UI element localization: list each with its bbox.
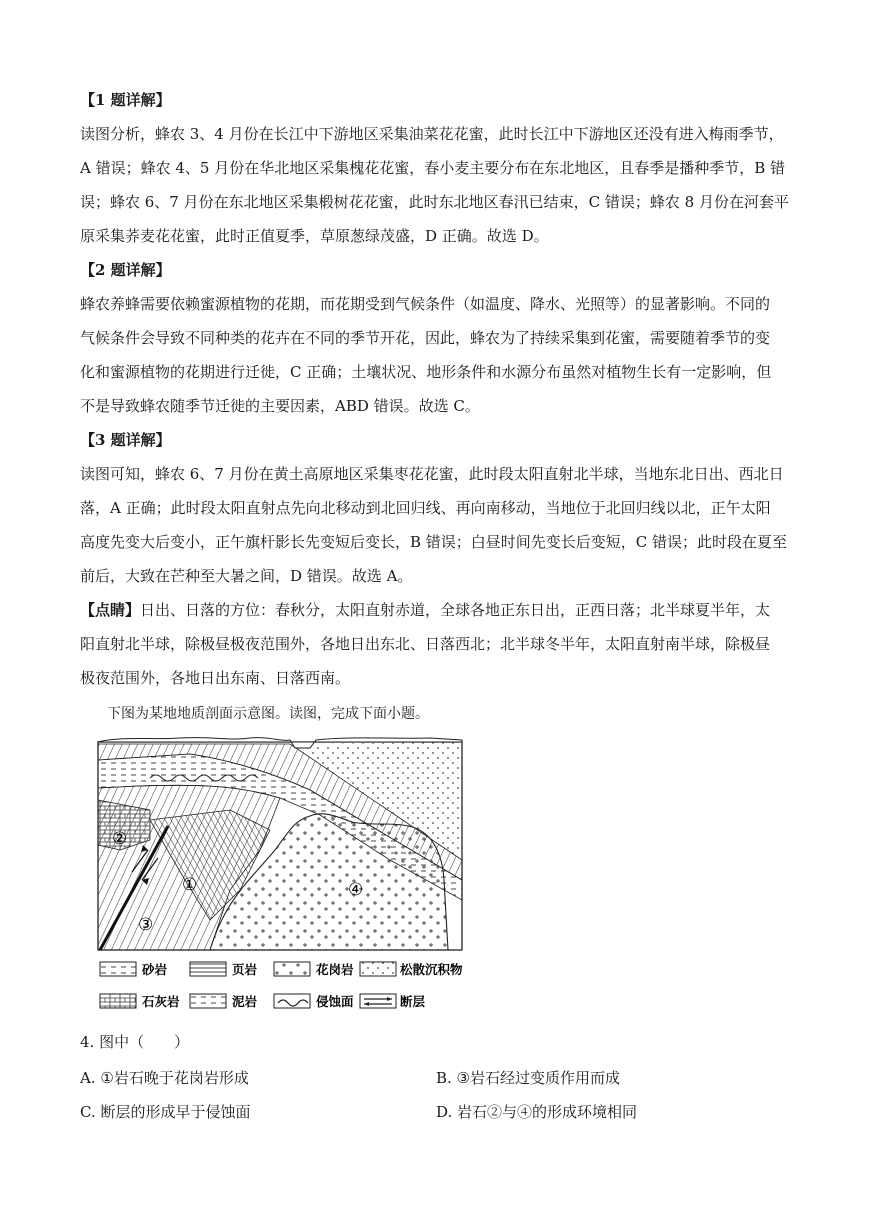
- geological-section-figure: [90, 730, 480, 1020]
- option-d[interactable]: D. 岩石②与④的形成环境相同: [436, 1103, 638, 1121]
- paragraph-line: 化和蜜源植物的花期进行迁徙，C 正确；土壤状况、地形条件和水源分布虽然对植物生长有一定影响，但: [80, 363, 772, 381]
- paragraph-line: 前后，大致在芒种至大暑之间，D 错误。故选 A。: [80, 567, 413, 585]
- note-text: 日出、日落的方位：春秋分，太阳直射赤道，全球各地正东日出，正西日落；北半球夏半年，太: [140, 601, 771, 619]
- paragraph-line: 高度先变大后变小，正午旗杆影长先变短后变长，B 错误；白昼时间先变长后变短，C 错误；此时段在夏至: [80, 533, 788, 551]
- figure-caption: 下图为某地地质剖面示意图。读图，完成下面小题。: [107, 706, 429, 722]
- marker-4: ④: [348, 880, 364, 900]
- svg-text:花岗岩: 花岗岩: [316, 962, 354, 977]
- legend-item-sandstone: [100, 962, 168, 977]
- svg-text:页岩: 页岩: [232, 962, 258, 977]
- paragraph-line: 不是导致蜂农随季节迁徙的主要因素，ABD 错误。故选 C。: [80, 397, 480, 415]
- section-heading-1: 【1 题详解】: [80, 91, 171, 109]
- marker-3: ③: [138, 915, 154, 935]
- note-label: 【点睛】: [80, 601, 141, 619]
- svg-text:石灰岩: 石灰岩: [142, 994, 180, 1009]
- note-line: 阳直射北半球，除极昼极夜范围外，各地日出东北、日落西北；北半球冬半年，太阳直射南半球，除极昼: [80, 635, 771, 653]
- paragraph-line: 误；蜂农 6、7 月份在东北地区采集椴树花花蜜，此时东北地区春汛已结束，C 错误；蜂农 8 月份在河套平: [80, 193, 789, 211]
- svg-text:泥岩: 泥岩: [232, 994, 258, 1009]
- section-heading-3: 【3 题详解】: [80, 431, 171, 449]
- option-c[interactable]: C. 断层的形成早于侵蚀面: [80, 1103, 251, 1121]
- legend-item-granite: [274, 962, 354, 977]
- paragraph-line: 读图可知，蜂农 6、7 月份在黄土高原地区采集枣花花蜜，此时段太阳直射北半球，当地东北日出、西北日: [80, 465, 784, 483]
- legend-item-mudstone: [190, 994, 258, 1009]
- section-heading-2: 【2 题详解】: [80, 261, 171, 279]
- question-stem: 4. 图中（ ）: [80, 1033, 190, 1051]
- legend-item-erosion-surface: [274, 994, 354, 1009]
- legend-item-limestone: [100, 994, 180, 1009]
- marker-2: ②: [112, 829, 128, 849]
- option-a[interactable]: A. ①岩石晚于花岗岩形成: [80, 1069, 249, 1087]
- note-line: [80, 600, 810, 620]
- legend-item-fault: [360, 994, 426, 1009]
- svg-text:侵蚀面: 侵蚀面: [316, 994, 354, 1009]
- svg-text:砂岩: 砂岩: [142, 962, 168, 977]
- svg-text:松散沉积物: 松散沉积物: [400, 962, 463, 977]
- option-b[interactable]: B. ③岩石经过变质作用而成: [436, 1069, 621, 1087]
- paragraph-line: A 错误；蜂农 4、5 月份在华北地区采集槐花花蜜，春小麦主要分布在东北地区，且春季是播种季节，B 错: [80, 159, 786, 177]
- paragraph-line: 落，A 正确；此时段太阳直射点先向北移动到北回归线、再向南移动，当地位于北回归线以北，正午太阳: [80, 499, 771, 517]
- legend-item-loose-sediment: [360, 962, 463, 977]
- marker-1: ①: [182, 875, 198, 895]
- paragraph-line: 气候条件会导致不同种类的花卉在不同的季节开花，因此，蜂农为了持续采集到花蜜，需要随着季节的变: [80, 329, 771, 347]
- note-line: 极夜范围外，各地日出东南、日落西南。: [80, 669, 351, 687]
- paragraph-line: 读图分析，蜂农 3、4 月份在长江中下游地区采集油菜花花蜜，此时长江中下游地区还没有进入梅雨季节，: [80, 125, 784, 143]
- legend-item-shale: [190, 962, 258, 977]
- paragraph-line: 蜂农养蜂需要依赖蜜源植物的花期，而花期受到气候条件（如温度、降水、光照等）的显著影响。不同的: [80, 295, 771, 313]
- paragraph-line: 原采集荞麦花花蜜，此时正值夏季，草原葱绿茂盛，D 正确。故选 D。: [80, 227, 549, 245]
- svg-text:断层: 断层: [400, 994, 426, 1009]
- legend: [100, 962, 463, 1009]
